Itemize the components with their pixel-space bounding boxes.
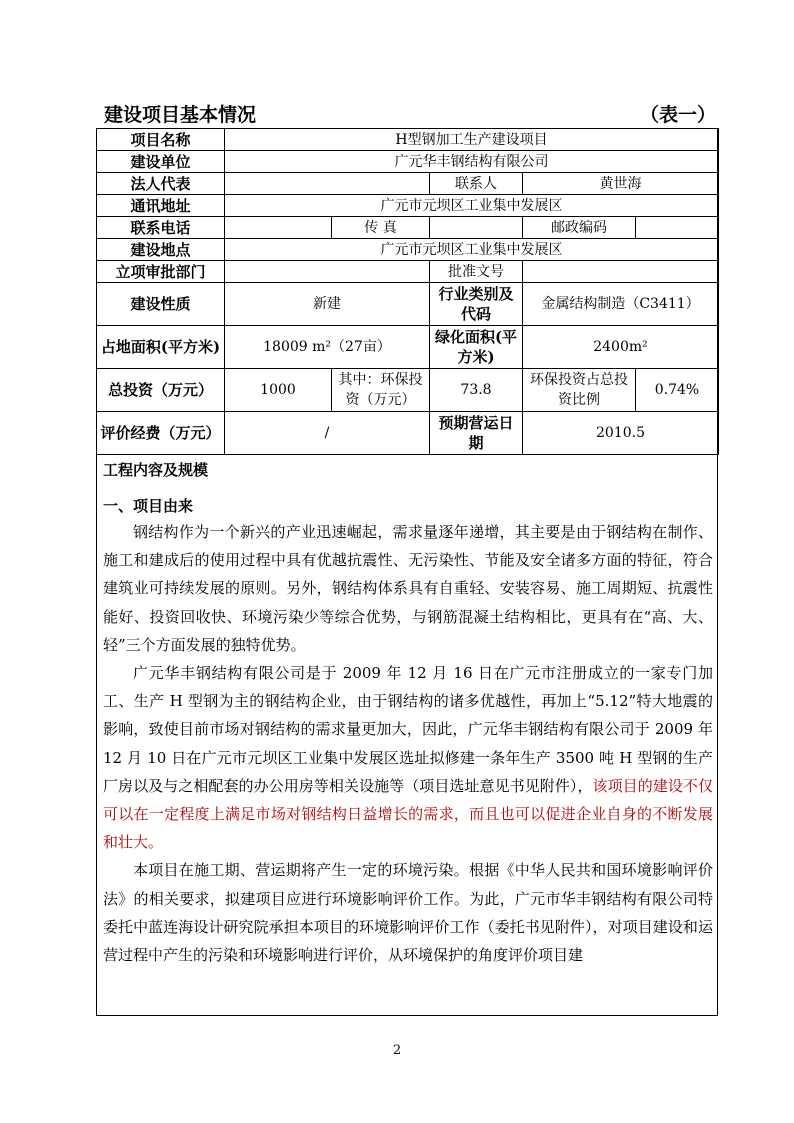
nature-value: 新建 xyxy=(225,283,430,326)
title-row xyxy=(104,100,716,126)
postcode-value xyxy=(636,217,719,239)
env-invest-label: 其中：环保投资（万元） xyxy=(332,369,430,412)
approval-no-label: 批准文号 xyxy=(430,261,523,283)
op-date-value: 2010.5 xyxy=(523,412,719,455)
site-value: 广元市元坝区工业集中发展区 xyxy=(225,239,719,261)
total-invest-value: 1000 xyxy=(225,369,332,412)
op-date-label: 预期营运日期 xyxy=(430,412,523,455)
project-content xyxy=(103,456,713,969)
unit-value: 广元华丰钢结构有限公司 xyxy=(225,151,719,173)
section-title: 工程内容及规模 xyxy=(103,461,209,479)
env-ratio-label: 环保投资占总投资比例 xyxy=(523,369,636,412)
nature-label: 建设性质 xyxy=(97,283,225,326)
green-area-label: 绿化面积(平方米) xyxy=(430,326,523,369)
area-label: 占地面积(平方米) xyxy=(97,326,225,369)
legal-rep-value xyxy=(225,173,430,195)
address-label: 通讯地址 xyxy=(97,195,225,217)
address-value: 广元市元坝区工业集中发展区 xyxy=(225,195,719,217)
paragraph-2-text: 广元华丰钢结构有限公司是于 2009 年 12 月 16 日在广元市注册成立的一家专门加工、生产 H 型钢为主的钢结构企业，由于钢结构的诸多优越性，再加上“5.12”特大地震的影响，致使目前市场对钢结构的需求量更加大，因此，广元华丰钢结构有限公司于 2009 年 12 月 10 日在广元市元坝区工业集中发展区选址拟修建一条年生产 3500 吨 H 型钢的生产厂房以及与之相配套的办公用房等相关设施等（项目选址意见书见附件）， xyxy=(103,664,713,795)
industry-label: 行业类别及代码 xyxy=(430,283,523,326)
subsection-title: 一、项目由来 xyxy=(103,497,194,515)
total-invest-label: 总投资（万元） xyxy=(97,369,225,412)
legal-rep-label: 法人代表 xyxy=(97,173,225,195)
site-label: 建设地点 xyxy=(97,239,225,261)
eval-fee-label: 评价经费（万元） xyxy=(97,412,225,455)
phone-value xyxy=(225,217,332,239)
project-name-value: H型钢加工生产建设项目 xyxy=(225,129,719,151)
area-value: 18009 m²（27亩） xyxy=(225,326,430,369)
approval-dept-value xyxy=(225,261,430,283)
project-info-table xyxy=(96,128,719,455)
page-number: 2 xyxy=(392,1043,402,1058)
eval-fee-value: / xyxy=(225,412,430,455)
paragraph-1: 钢结构作为一个新兴的产业迅速崛起，需求量逐年递增，其主要是由于钢结构在制作、施工和建成后的使用过程中具有优越抗震性、无污染性、节能及安全诸多方面的特征，符合建筑业可持续发展的原则。另外，钢结构体系具有自重轻、安装容易、施工周期短、抗震性能好、投资回收快、环境污染少等综合优势，与钢筋混凝土结构相比，更具有在“高、大、轻”三个方面发展的独特优势。 xyxy=(103,523,713,654)
env-invest-value: 73.8 xyxy=(430,369,523,412)
project-name-label: 项目名称 xyxy=(97,129,225,151)
paragraph-2-highlight: 该项目的建设不仅可以在一定程度上满足市场对钢结构日益增长的需求，而且也可以促进企业自身的不断发展和壮大。 xyxy=(103,776,713,852)
unit-label: 建设单位 xyxy=(97,151,225,173)
fax-value xyxy=(430,217,523,239)
paragraph-2 xyxy=(103,659,713,856)
industry-value: 金属结构制造（C3411） xyxy=(523,283,719,326)
phone-label: 联系电话 xyxy=(97,217,225,239)
table-tag: （表一） xyxy=(639,104,716,126)
contact-value: 黄世海 xyxy=(523,173,719,195)
fax-label: 传 真 xyxy=(332,217,430,239)
paragraph-3: 本项目在施工期、营运期将产生一定的环境污染。根据《中华人民共和国环境影响评价法》的相关要求，拟建项目应进行环境影响评价工作。为此，广元市华丰钢结构有限公司特委托中蓝连海设计研究院承担本项目的环境影响评价工作（委托书见附件），对项目建设和运营过程中产生的污染和环境影响进行评价，从环境保护的角度评价项目建 xyxy=(103,861,713,965)
contact-label: 联系人 xyxy=(430,173,523,195)
approval-no-value xyxy=(523,261,719,283)
document-title: 建设项目基本情况 xyxy=(104,104,257,126)
postcode-label: 邮政编码 xyxy=(523,217,636,239)
approval-dept-label: 立项审批部门 xyxy=(97,261,225,283)
green-area-value: 2400m² xyxy=(523,326,719,369)
env-ratio-value: 0.74% xyxy=(636,369,719,412)
